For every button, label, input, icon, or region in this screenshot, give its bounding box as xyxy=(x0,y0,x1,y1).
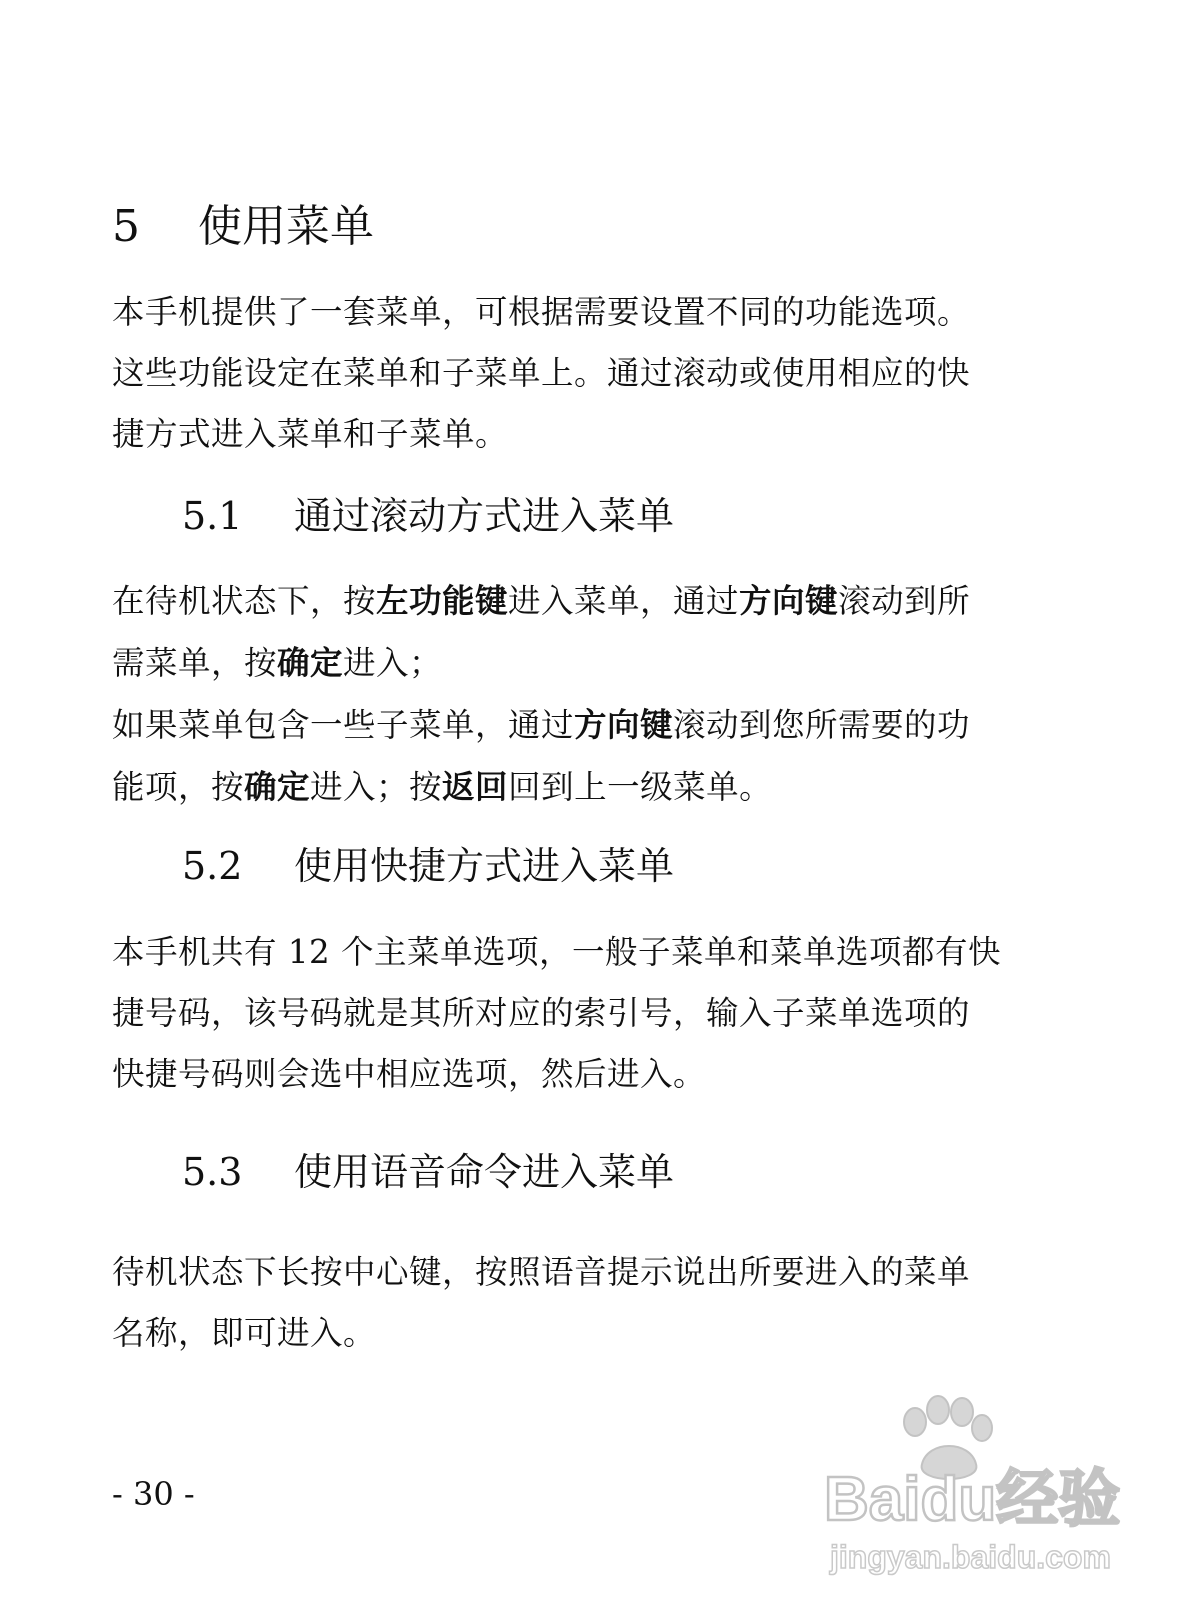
text-run: 进入；按 xyxy=(310,768,443,806)
section-heading-5-1 xyxy=(182,488,674,544)
paragraph-line: 本手机提供了一套菜单，可根据需要设置不同的功能选项。 xyxy=(112,293,971,331)
key-name-back: 返回 xyxy=(442,767,509,806)
chapter-number: 5 xyxy=(112,201,140,252)
paragraph-line: 待机状态下长按中心键，按照语音提示说出所要进入的菜单 xyxy=(112,1253,971,1291)
key-name-direction-key: 方向键 xyxy=(739,581,839,620)
text-run: 进入； xyxy=(343,644,443,682)
text-run: 回到上一级菜单。 xyxy=(508,768,773,806)
intro-paragraph xyxy=(112,282,1032,465)
watermark-brand: Baidu经验 xyxy=(824,1465,1121,1534)
paragraph-line xyxy=(112,694,1032,756)
section-5-3-paragraph xyxy=(112,1242,1032,1364)
section-title: 通过滚动方式进入菜单 xyxy=(294,494,675,538)
paragraph-line: 快捷号码则会选中相应选项，然后进入。 xyxy=(112,1055,707,1093)
text-run: 滚动到所 xyxy=(838,582,971,620)
chapter-heading xyxy=(112,196,374,258)
text-run: 如果菜单包含一些子菜单，通过 xyxy=(112,706,575,744)
section-number: 5.3 xyxy=(182,1150,243,1194)
text-run: 进入菜单，通过 xyxy=(508,582,740,620)
text-run: 能项，按 xyxy=(112,768,245,806)
paragraph-line: 本手机共有 12 个主菜单选项，一般子菜单和菜单选项都有快 xyxy=(112,933,1002,971)
paragraph-line: 捷方式进入菜单和子菜单。 xyxy=(112,415,509,453)
text-run: 滚动到您所需要的功 xyxy=(673,706,971,744)
section-title: 使用语音命令进入菜单 xyxy=(294,1150,675,1194)
key-name-ok: 确定 xyxy=(277,643,344,682)
paragraph-line xyxy=(112,756,1032,818)
text-run: 需菜单，按 xyxy=(112,644,278,682)
section-title: 使用快捷方式进入菜单 xyxy=(294,844,675,888)
chapter-title: 使用菜单 xyxy=(198,201,374,252)
paragraph-line xyxy=(112,632,1032,694)
paragraph-line xyxy=(112,570,1032,632)
key-name-left-soft-key: 左功能键 xyxy=(376,581,509,620)
watermark-url: jingyan.baidu.com xyxy=(830,1539,1111,1575)
section-number: 5.2 xyxy=(182,844,243,888)
paragraph-line: 名称，即可进入。 xyxy=(112,1314,377,1352)
baidu-jingyan-watermark xyxy=(810,1392,1121,1582)
text-run: 在待机状态下，按 xyxy=(112,582,377,620)
key-name-direction-key: 方向键 xyxy=(574,705,674,744)
section-5-2-paragraph xyxy=(112,922,1032,1105)
paragraph-line: 这些功能设定在菜单和子菜单上。通过滚动或使用相应的快 xyxy=(112,354,971,392)
page-number: - 30 - xyxy=(112,1475,195,1513)
section-heading-5-2 xyxy=(182,838,674,894)
section-heading-5-3 xyxy=(182,1144,674,1200)
section-5-1-paragraph xyxy=(112,570,1032,818)
key-name-ok: 确定 xyxy=(244,767,311,806)
paragraph-line: 捷号码，该号码就是其所对应的索引号，输入子菜单选项的 xyxy=(112,994,971,1032)
section-number: 5.1 xyxy=(182,494,243,538)
